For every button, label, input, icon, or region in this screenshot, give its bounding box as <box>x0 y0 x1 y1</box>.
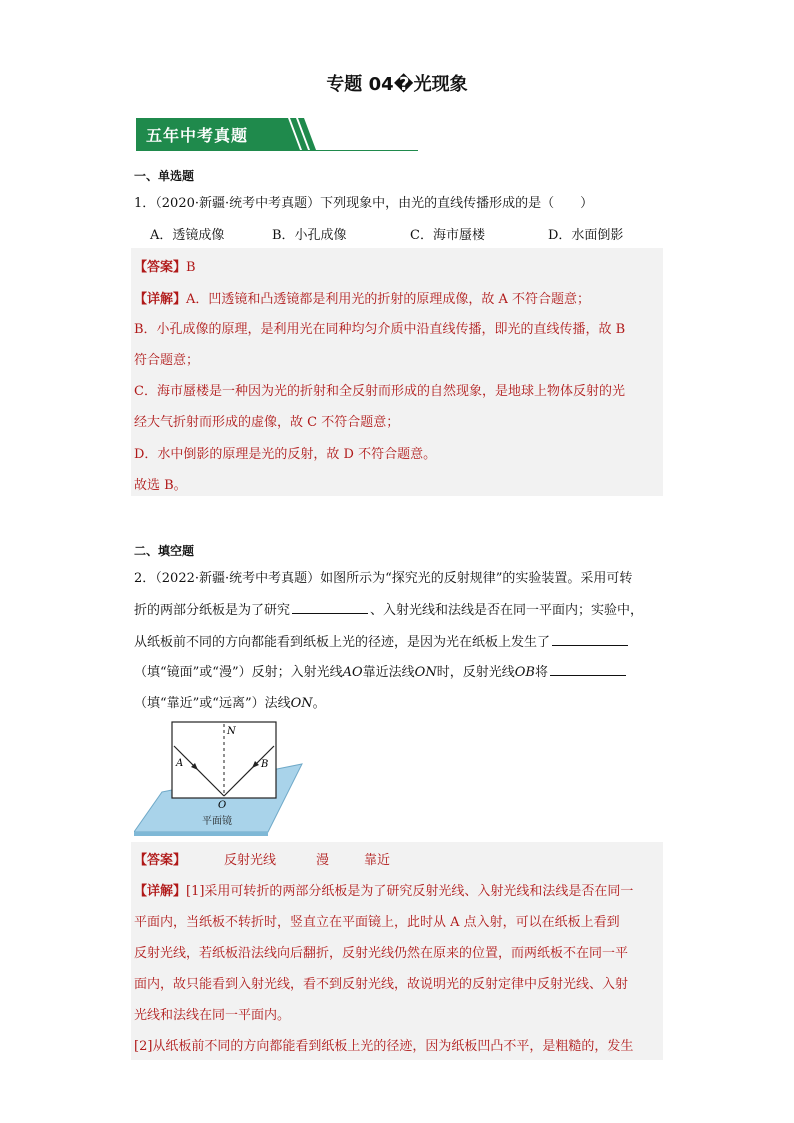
q2-ray-ob: OB <box>514 665 535 680</box>
question-2-line-4 <box>134 661 628 680</box>
figure-label-o: O <box>218 800 227 811</box>
q2-answer-1: 反射光线 <box>224 853 277 868</box>
q1-detail-label: 【详解】 <box>134 292 187 307</box>
section-heading-single-choice: 一、单选题 <box>134 169 195 183</box>
q1-detail-line-6: D．水中倒影的原理是光的反射，故 D 不符合题意。 <box>134 447 437 462</box>
question-2-line-5 <box>134 692 326 711</box>
q1-option-b: B．小孔成像 <box>272 228 347 243</box>
page-title: 专题 04�光现象 <box>326 74 468 95</box>
q2-text: 靠近法线 <box>362 665 415 680</box>
q2-text: 时，反射光线 <box>436 665 515 680</box>
q1-detail-line-3: 符合题意； <box>134 353 200 368</box>
q2-blank-2 <box>552 633 628 646</box>
q2-answer-3: 靠近 <box>364 853 391 868</box>
q2-answer-label: 【答案】 <box>134 853 187 868</box>
q2-text: 将 <box>534 665 548 680</box>
q2-detail-line-3: 反射光线，若纸板沿法线向后翻折，反射光线仍然在原来的位置，而两纸板不在同一平 <box>134 946 629 961</box>
q2-normal-on: ON <box>414 665 437 680</box>
figure-label-a: A <box>176 758 184 769</box>
q2-ray-ao: AO <box>342 665 363 680</box>
section-heading-fill-blank: 二、填空题 <box>134 544 195 558</box>
figure-label-n: N <box>227 726 236 737</box>
q2-text: 从纸板前不同的方向都能看到纸板上光的径迹，是因为光在纸板上发生了 <box>134 635 551 650</box>
q2-text: 。 <box>312 696 326 711</box>
q1-option-d: D．水面倒影 <box>548 228 624 243</box>
question-2-line-3 <box>134 631 630 650</box>
q1-detail-line-1 <box>134 288 590 307</box>
question-1-stem: 1．（2020·新疆·统考中考真题）下列现象中，由光的直线传播形成的是（ ） <box>134 196 594 211</box>
q2-blank-1 <box>292 601 368 614</box>
q1-option-a: A．透镜成像 <box>150 228 225 243</box>
q2-normal-on: ON <box>290 696 313 711</box>
figure-label-b: B <box>261 759 269 770</box>
reflection-experiment-figure <box>134 720 304 836</box>
q1-detail-text-1: A．凹透镜和凸透镜都是利用光的折射的原理成像，故 A 不符合题意； <box>186 292 591 307</box>
q2-answer-2: 漫 <box>316 853 330 868</box>
q2-blank-3 <box>550 663 626 676</box>
q1-answer-value: B <box>186 260 196 275</box>
q2-text: 、入射光线和法线是否在同一平面内；实验中， <box>370 603 644 618</box>
q1-detail-line-7: 故选 B。 <box>134 478 187 493</box>
question-2-line-1: 2．（2022·新疆·统考中考真题）如图所示为“探究光的反射规律”的实验装置。采用可转 <box>134 571 633 586</box>
figure-label-mirror: 平面镜 <box>202 816 232 827</box>
q2-detail-label: 【详解】 <box>134 884 187 899</box>
q2-answer <box>134 849 186 868</box>
banner-title: 五年中考真题 <box>146 126 249 145</box>
q2-text: 折的两部分纸板是为了研究 <box>134 603 291 618</box>
q1-detail-line-5: 经大气折射而形成的虚像，故 C 不符合题意； <box>134 415 400 430</box>
q1-option-c: C．海市蜃楼 <box>410 228 485 243</box>
q1-answer-label: 【答案】 <box>134 260 187 275</box>
q1-answer <box>134 256 196 275</box>
question-2-line-2 <box>134 599 643 618</box>
q2-text: （填“靠近”或“远离”）法线 <box>134 696 291 711</box>
q1-detail-line-2: B．小孔成像的原理，是利用光在同种均匀介质中沿直线传播，即光的直线传播，故 B <box>134 322 626 337</box>
q2-detail-line-5: 光线和法线在同一平面内。 <box>134 1008 291 1023</box>
q2-detail-text-1: [1]采用可转折的两部分纸板是为了研究反射光线、入射光线和法线是否在同一 <box>186 884 634 899</box>
q1-detail-line-4: C．海市蜃楼是一种因为光的折射和全反射而形成的自然现象，是地球上物体反射的光 <box>134 384 625 399</box>
q2-detail-line-2: 平面内，当纸板不转折时，竖直立在平面镜上，此时从 A 点入射，可以在纸板上看到 <box>134 915 620 930</box>
section-banner <box>136 116 418 152</box>
q2-detail-line-1 <box>134 880 633 899</box>
q2-detail-line-4: 面内，故只能看到入射光线，看不到反射光线，故说明光的反射定律中反射光线、入射 <box>134 977 629 992</box>
q2-detail-line-6: [2]从纸板前不同的方向都能看到纸板上光的径迹，因为纸板凹凸不平，是粗糙的，发生 <box>134 1039 634 1054</box>
q2-text: （填“镜面”或“漫”）反射；入射光线 <box>134 665 343 680</box>
